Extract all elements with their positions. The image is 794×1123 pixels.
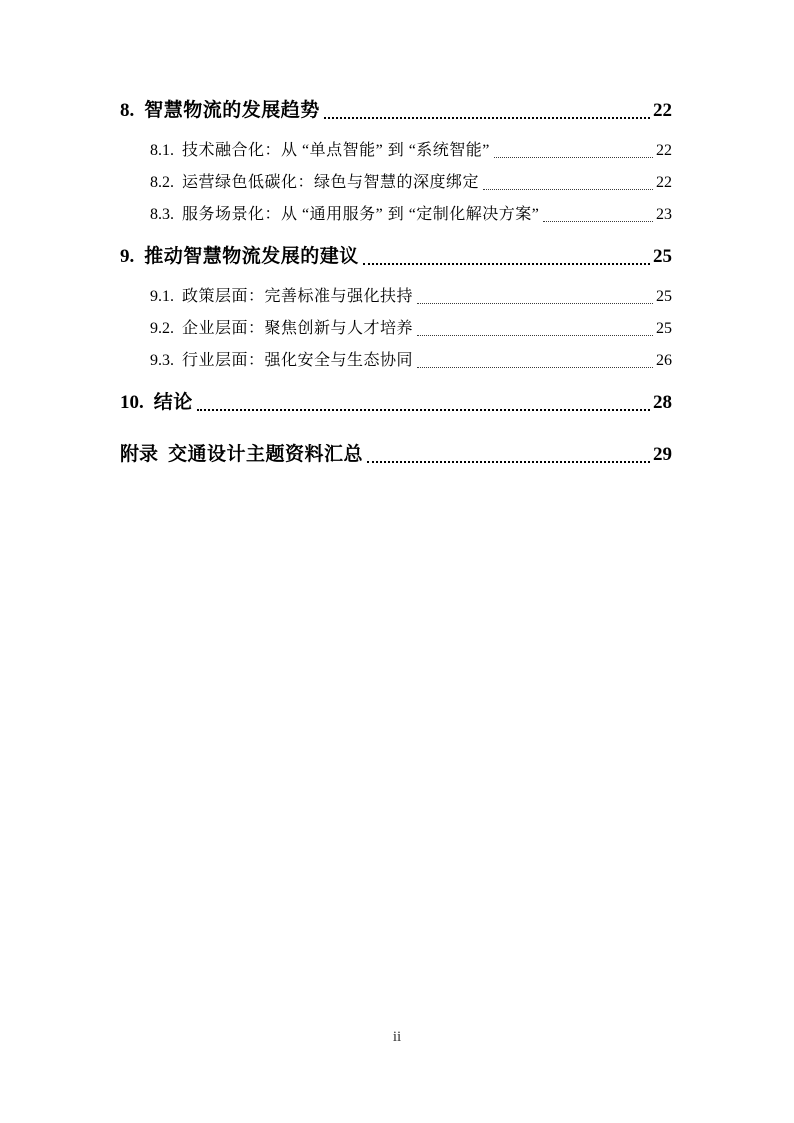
toc-leader-dots bbox=[417, 303, 653, 304]
toc-leader-dots bbox=[417, 367, 653, 368]
toc-entry-number: 8.2. bbox=[150, 174, 174, 191]
toc-entry-8-1[interactable] bbox=[150, 140, 672, 162]
toc-leader-dots bbox=[543, 221, 653, 222]
toc-entry-title: 智慧物流的发展趋势 bbox=[144, 100, 320, 121]
toc-leader-dots bbox=[324, 117, 650, 119]
footer-page-number: ii bbox=[392, 1029, 402, 1045]
toc-entry-8[interactable] bbox=[120, 98, 672, 124]
toc-entry-page: 22 bbox=[656, 142, 672, 159]
toc-entry-page: 23 bbox=[656, 206, 672, 223]
toc-entry-page: 26 bbox=[656, 352, 672, 369]
toc-entry-9[interactable] bbox=[120, 244, 672, 270]
toc-entry-number: 9. bbox=[120, 246, 135, 267]
toc-entry-number: 9.2. bbox=[150, 320, 174, 337]
toc-entry-page: 28 bbox=[653, 392, 672, 413]
toc-leader-dots bbox=[197, 409, 650, 411]
toc-leader-dots bbox=[417, 335, 653, 336]
toc-entry-title: 企业层面：聚焦创新与人才培养 bbox=[182, 320, 414, 337]
toc-entry-number: 9.1. bbox=[150, 288, 174, 305]
toc-entry-page: 25 bbox=[656, 288, 672, 305]
toc-entry-title: 行业层面：强化安全与生态协同 bbox=[182, 352, 414, 369]
toc-entry-9-1[interactable] bbox=[150, 286, 672, 308]
toc-entry-9-2[interactable] bbox=[150, 318, 672, 340]
toc-entry-title: 推动智慧物流发展的建议 bbox=[144, 246, 359, 267]
toc-entry-8-3[interactable] bbox=[150, 204, 672, 226]
toc-entry-10[interactable] bbox=[120, 390, 672, 416]
table-of-contents bbox=[120, 98, 672, 484]
toc-entry-title: 技术融合化：从 “单点智能” 到 “系统智能” bbox=[182, 142, 490, 159]
toc-entry-page: 25 bbox=[653, 246, 672, 267]
toc-entry-title: 政策层面：完善标准与强化扶持 bbox=[182, 288, 414, 305]
toc-entry-number: 附录 bbox=[120, 444, 159, 465]
toc-leader-dots bbox=[483, 189, 653, 190]
toc-entry-number: 8. bbox=[120, 100, 135, 121]
toc-entry-title: 交通设计主题资料汇总 bbox=[168, 444, 364, 465]
toc-entry-number: 9.3. bbox=[150, 352, 174, 369]
toc-leader-dots bbox=[494, 157, 653, 158]
toc-entry-number: 8.1. bbox=[150, 142, 174, 159]
toc-entry-page: 22 bbox=[653, 100, 672, 121]
toc-entry-page: 29 bbox=[653, 444, 672, 465]
toc-leader-dots bbox=[367, 461, 650, 463]
toc-entry-title: 服务场景化：从 “通用服务” 到 “定制化解决方案” bbox=[182, 206, 540, 223]
toc-entry-title: 运营绿色低碳化：绿色与智慧的深度绑定 bbox=[182, 174, 480, 191]
toc-leader-dots bbox=[363, 263, 650, 265]
toc-entry-appendix[interactable] bbox=[120, 442, 672, 468]
toc-entry-number: 10. bbox=[120, 392, 144, 413]
toc-entry-number: 8.3. bbox=[150, 206, 174, 223]
toc-entry-page: 25 bbox=[656, 320, 672, 337]
toc-entry-page: 22 bbox=[656, 174, 672, 191]
toc-entry-title: 结论 bbox=[153, 392, 193, 413]
toc-entry-9-3[interactable] bbox=[150, 350, 672, 372]
toc-entry-8-2[interactable] bbox=[150, 172, 672, 194]
